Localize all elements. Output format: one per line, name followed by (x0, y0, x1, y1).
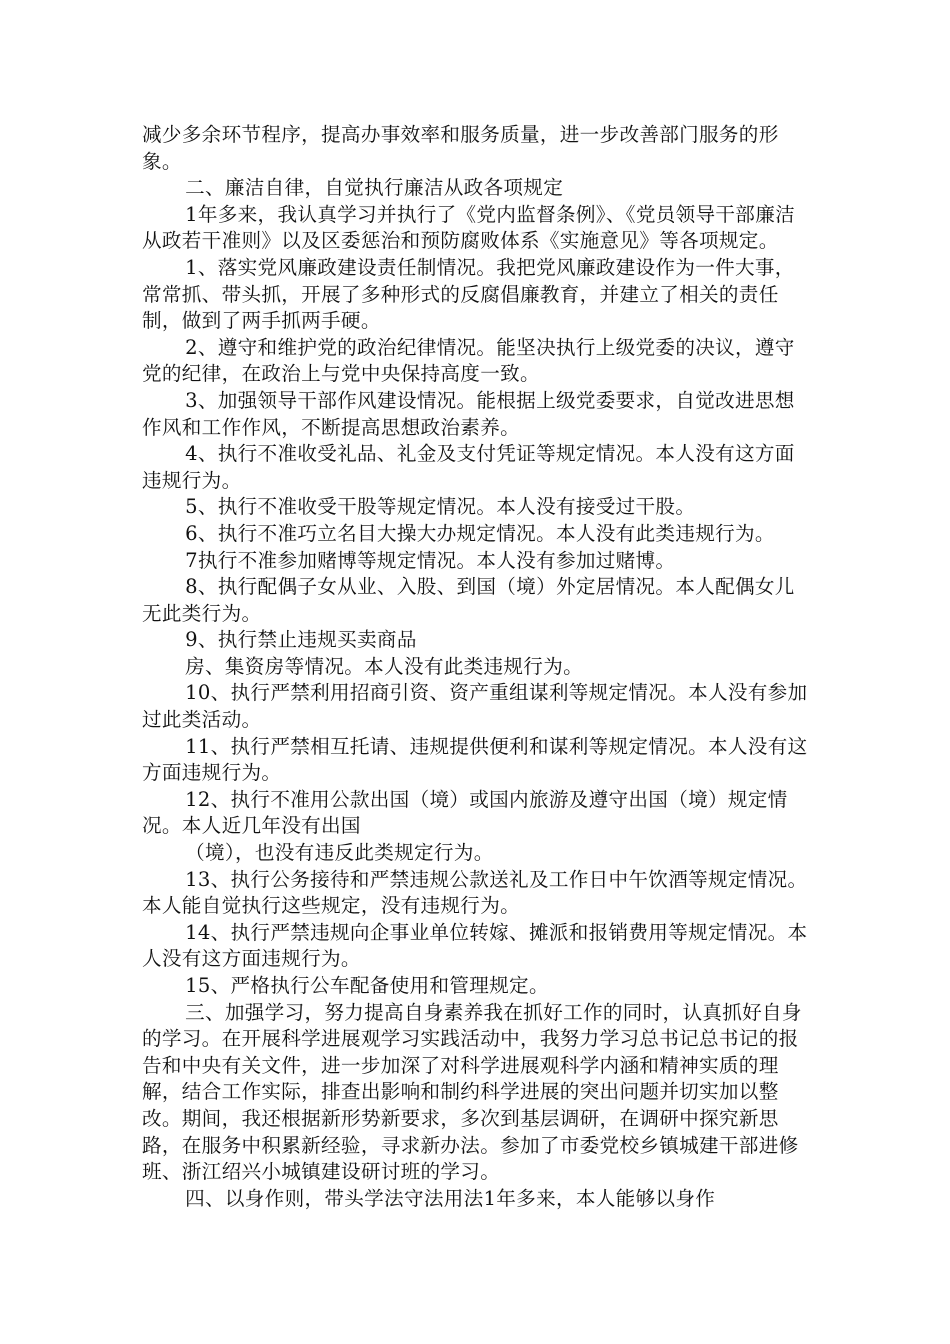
paragraph: 13、执行公务接待和严禁违规公款送礼及工作日中午饮酒等规定情况。本人能自觉执行这些规定，没有违规行为。 (142, 867, 808, 918)
paragraph: 7执行不准参加赌博等规定情况。本人没有参加过赌博。 (185, 548, 676, 572)
paragraph: 减少多余环节程序，提高办事效率和服务质量，进一步改善部门服务的形象。 (142, 123, 779, 173)
paragraph: 5、执行不准收受干股等规定情况。本人没有接受过干股。 (185, 495, 696, 519)
paragraph: 1、落实党风廉政建设责任制情况。我把党风廉政建设作为一件大事，常常抓、带头抓，开展了多种形式的反腐倡廉教育，并建立了相关的责任制，做到了两手抓两手硬。 (142, 255, 795, 333)
paragraph: 2、遵守和维护党的政治纪律情况。能坚决执行上级党委的决议，遵守党的纪律，在政治上与党中央保持高度一致。 (142, 335, 795, 386)
paragraph: （境），也没有违反此类规定行为。 (185, 841, 494, 865)
paragraph: 3、加强领导干部作风建设情况。能根据上级党委要求，自觉改进思想作风和工作作风，不断提高思想政治素养。 (142, 388, 795, 439)
paragraph: 15、严格执行公车配备使用和管理规定。 (185, 974, 549, 997)
paragraph: 12、执行不准用公款出国（境）或国内旅游及遵守出国（境）规定情况。本人近几年没有出国 (142, 787, 788, 838)
document-body (142, 122, 812, 1212)
paragraph: 6、执行不准巧立名目大操大办规定情况。本人没有此类违规行为。 (185, 521, 775, 545)
paragraph: 14、执行严禁违规向企事业单位转嫁、摊派和报销费用等规定情况。本人没有这方面违规行为。 (142, 920, 808, 971)
paragraph: 四、以身作则，带头学法守法用法1年多来，本人能够以身作 (185, 1186, 716, 1210)
paragraph: 10、执行严禁利用招商引资、资产重组谋利等规定情况。本人没有参加过此类活动。 (142, 681, 808, 732)
paragraph: 9、执行禁止违规买卖商品 (185, 628, 417, 652)
paragraph: 房、集资房等情况。本人没有此类违规行为。 (185, 654, 583, 678)
paragraph: 8、执行配偶子女从业、入股、到国（境）外定居情况。本人配偶女儿无此类行为。 (142, 575, 795, 625)
paragraph: 1年多来，我认真学习并执行了《党内监督条例》、《党员领导干部廉洁从政若干准则》以及区委惩治和预防腐败体系《实施意见》等各项规定。 (142, 202, 795, 253)
paragraph: 11、执行严禁相互托请、违规提供便利和谋利等规定情况。本人没有这方面违规行为。 (142, 734, 808, 785)
paragraph: 二、廉洁自律，自觉执行廉洁从政各项规定 (185, 176, 564, 200)
paragraph: 4、执行不准收受礼品、礼金及支付凭证等规定情况。本人没有这方面违规行为。 (142, 442, 795, 492)
paragraph: 三、加强学习，努力提高自身素养我在抓好工作的同时，认真抓好自身的学习。在开展科学进展观学习实践活动中，我努力学习总书记总书记的报告和中央有关文件，进一步加深了对科学进展观科学内涵和精神实质的理解，结合工作实际，排查出影响和制约科学进展的突出问题并切实加以整改。期间，我还根据新形势新要求，多次到基层调研，在调研中探究新思路，在服务中积累新经验，寻求新办法。参加了市委党校乡镇城建干部进修班、浙江绍兴小城镇建设研讨班的学习。 (142, 1000, 802, 1184)
